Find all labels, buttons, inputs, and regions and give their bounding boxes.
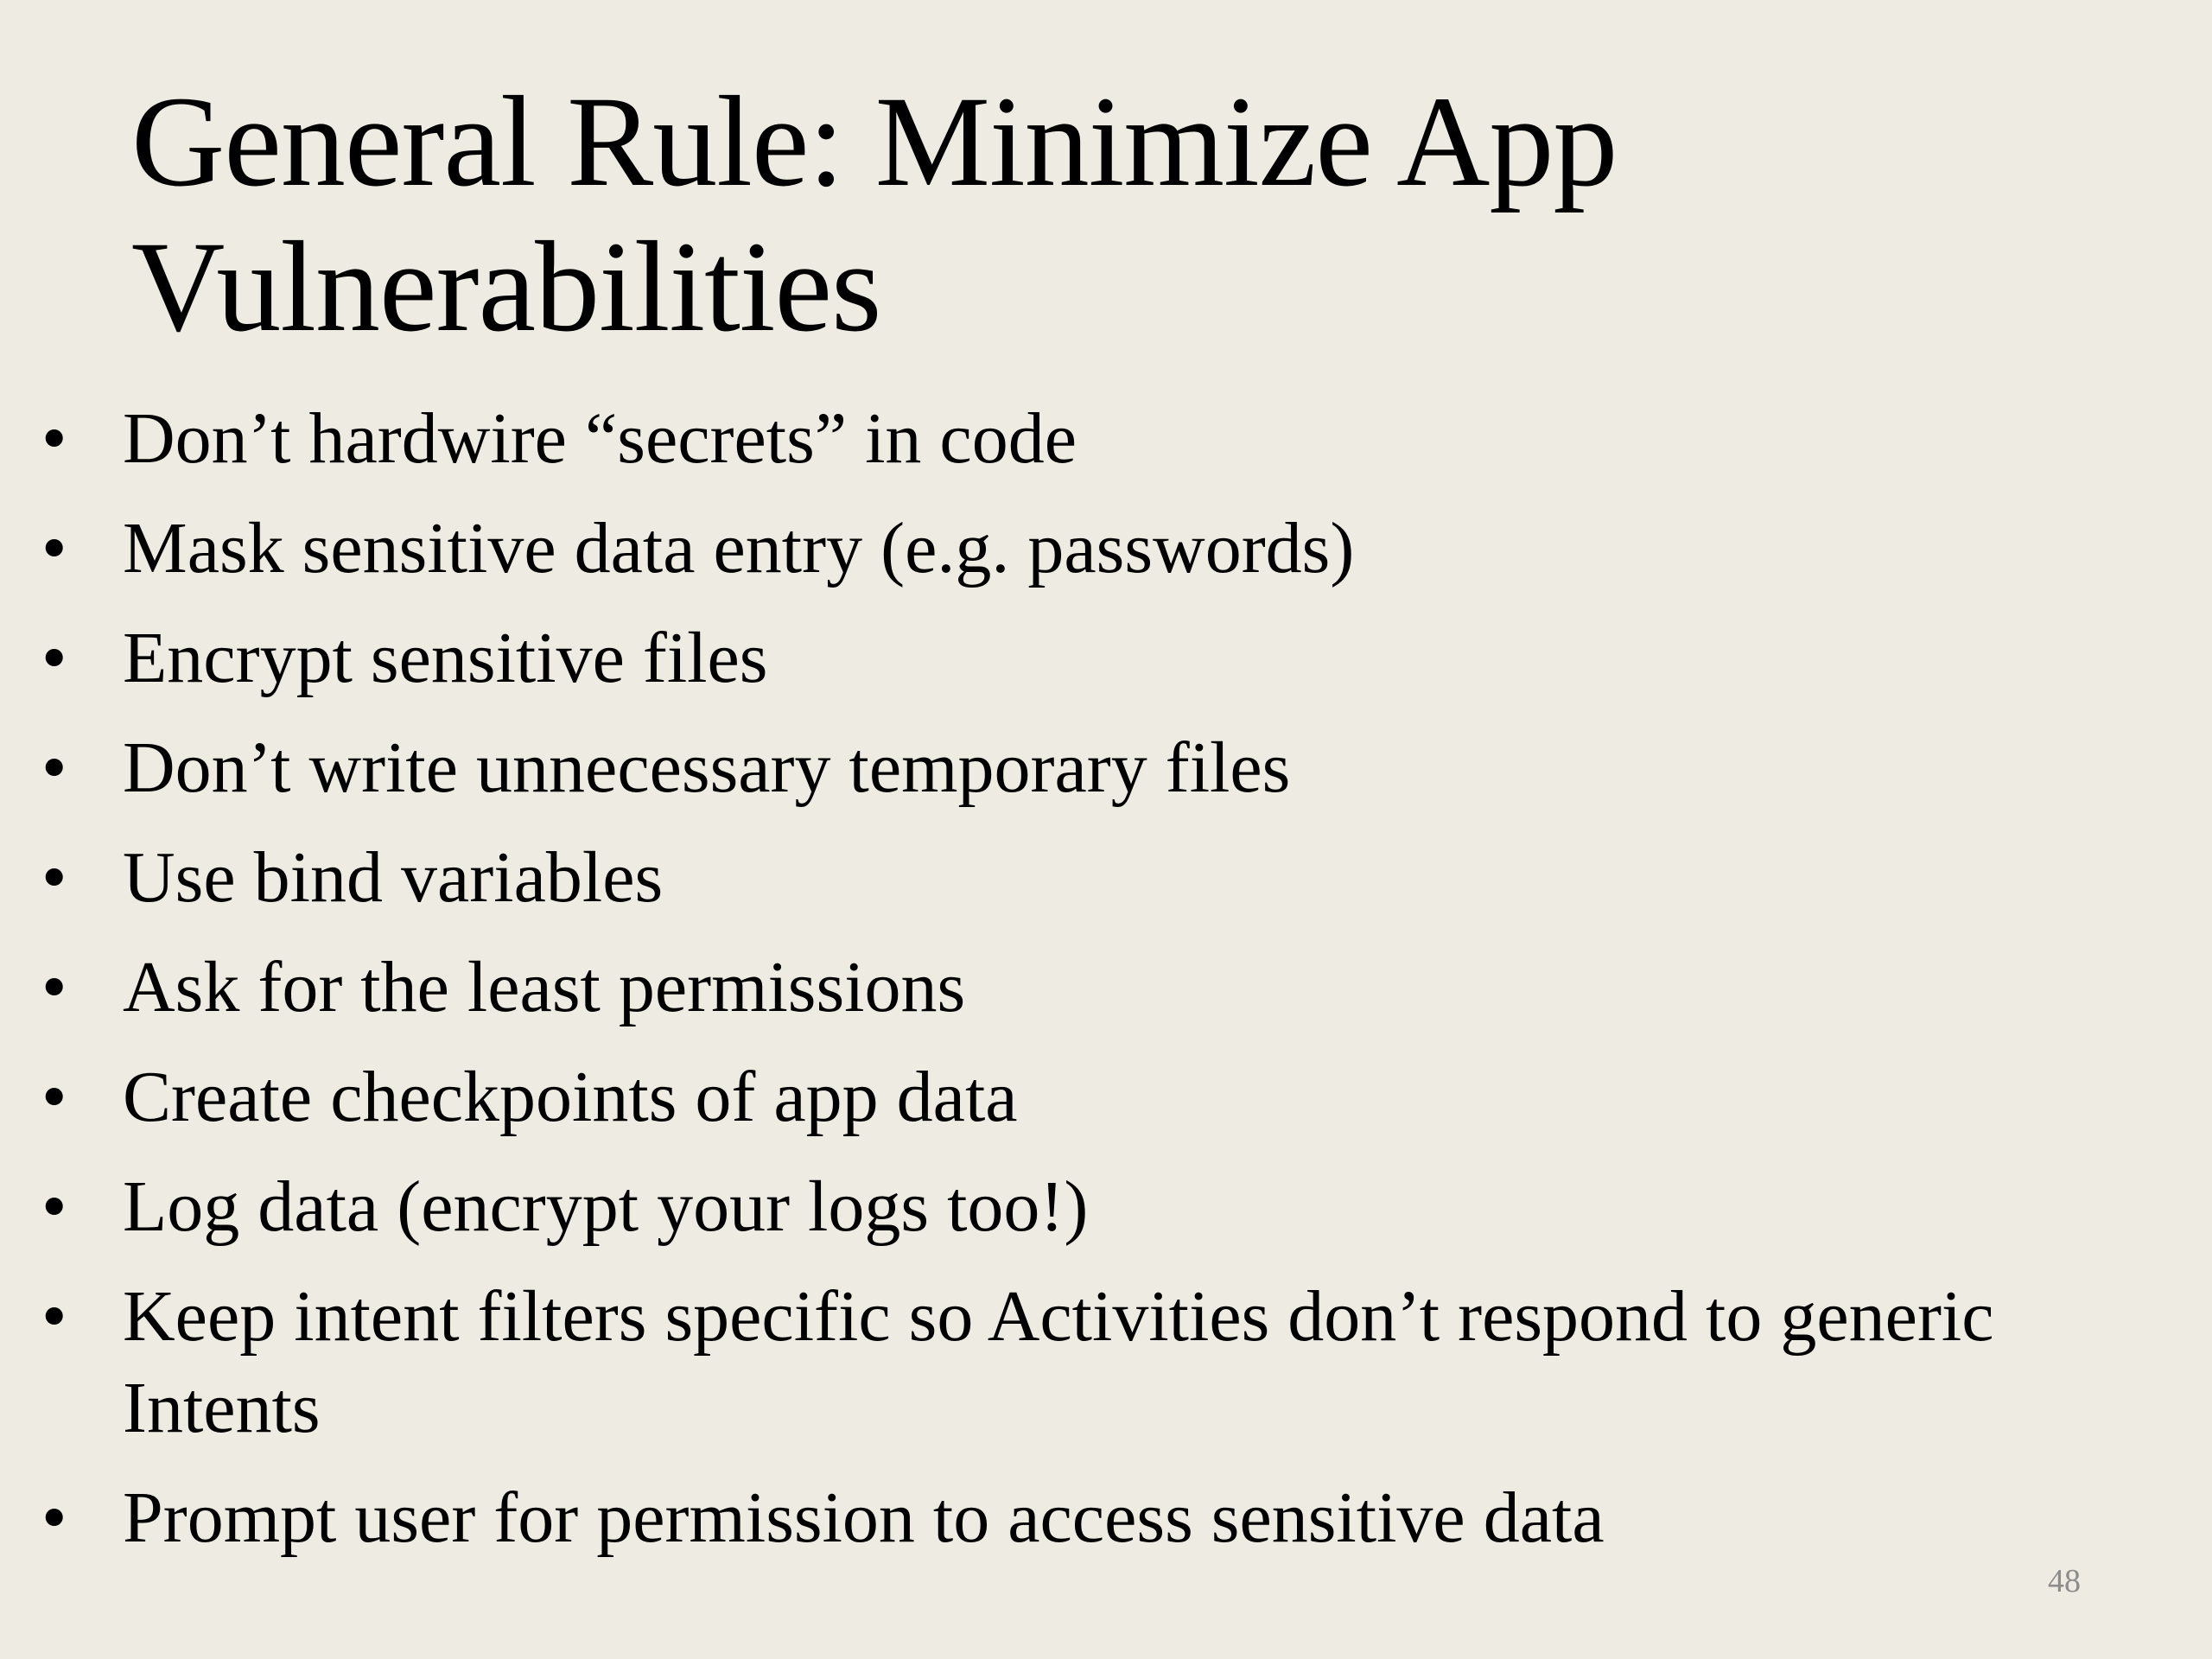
bullet-text: Don’t write unnecessary temporary files <box>123 728 1291 808</box>
bullet-item <box>0 613 2074 704</box>
bullet-item <box>0 503 2074 594</box>
bullet-dot-icon: • <box>41 947 67 1027</box>
bullet-text: Create checkpoints of app data <box>123 1057 1018 1137</box>
bullet-text: Encrypt sensitive files <box>123 618 768 698</box>
bullet-dot-icon: • <box>41 618 67 698</box>
bullet-item <box>0 832 2074 924</box>
page-number: 48 <box>2048 1563 2081 1599</box>
bullet-text: Don’t hardwire “secrets” in code <box>123 398 1077 479</box>
slide-title <box>131 69 2032 359</box>
bullet-item <box>0 942 2074 1033</box>
bullet-text: Use bind variables <box>123 837 664 918</box>
bullet-dot-icon: • <box>41 1276 67 1357</box>
bullet-text: Ask for the least permissions <box>123 947 966 1027</box>
bullet-text: Log data (encrypt your logs too!) <box>123 1166 1089 1247</box>
bullet-dot-icon: • <box>41 1166 67 1247</box>
bullet-dot-icon: • <box>41 728 67 808</box>
bullet-dot-icon: • <box>41 508 67 588</box>
bullet-item <box>0 1052 2074 1143</box>
bullet-text: Mask sensitive data entry (e.g. passwords) <box>123 508 1355 588</box>
bullet-item <box>0 722 2074 814</box>
bullet-text: Keep intent filters specific so Activities don’t respond to generic Intents <box>123 1276 1994 1448</box>
slide-title-line-1: General Rule: Minimize App <box>131 70 1618 213</box>
bullet-list <box>0 393 2074 1582</box>
bullet-item <box>0 393 2074 485</box>
bullet-dot-icon: • <box>41 837 67 918</box>
bullet-item <box>0 1161 2074 1253</box>
slide-title-line-2: Vulnerabilities <box>131 215 881 359</box>
bullet-item <box>0 1472 2074 1564</box>
bullet-dot-icon: • <box>41 398 67 479</box>
bullet-dot-icon: • <box>41 1478 67 1558</box>
bullet-dot-icon: • <box>41 1057 67 1137</box>
bullet-text: Prompt user for permission to access sensitive data <box>123 1478 1605 1558</box>
bullet-item <box>0 1271 2074 1454</box>
